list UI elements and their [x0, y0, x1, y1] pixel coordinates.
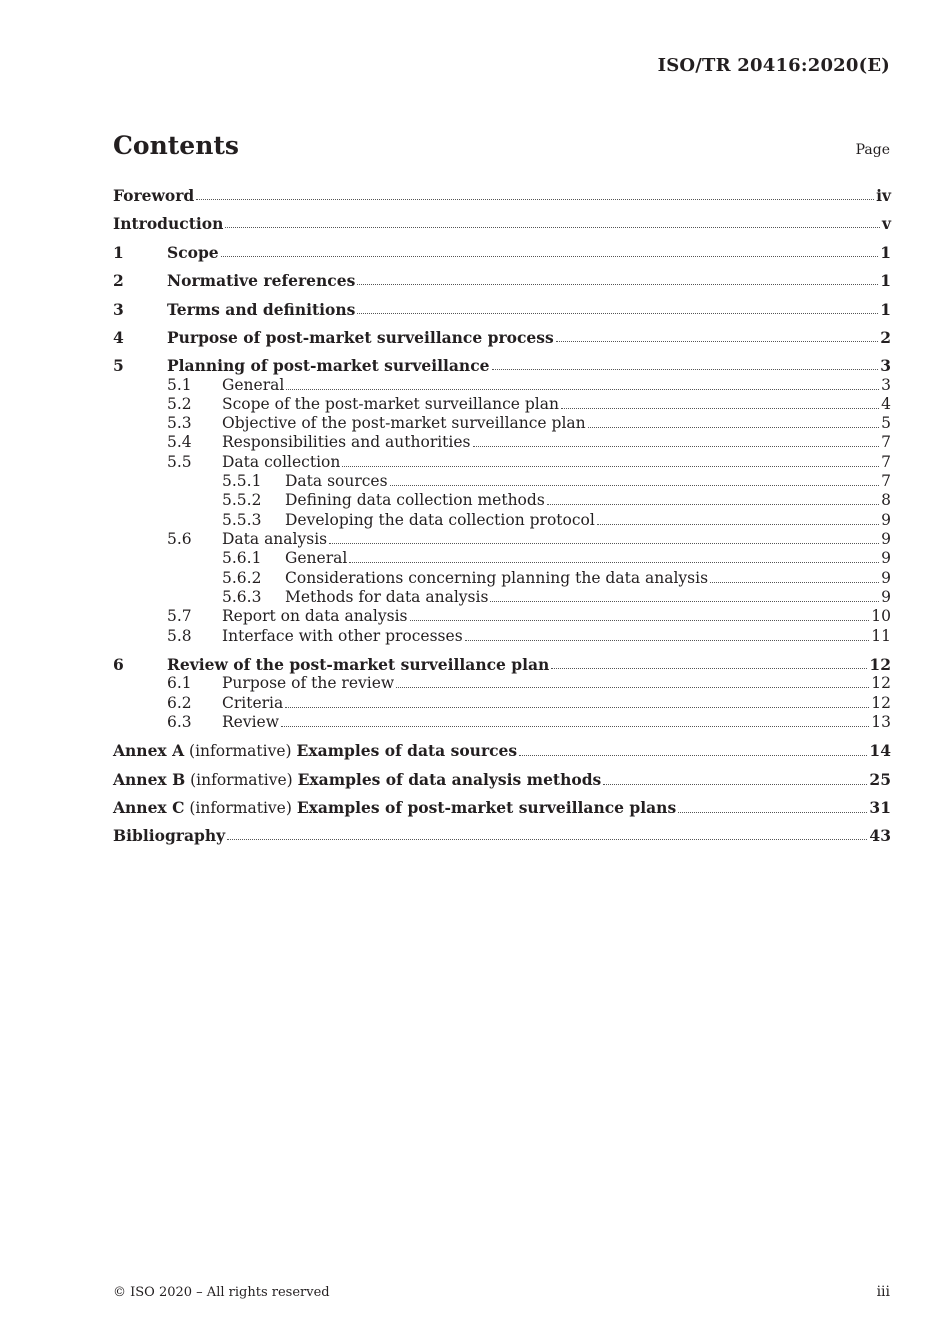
toc-entry-page: 11: [871, 627, 891, 645]
toc-entry-page: iv: [876, 186, 891, 205]
toc-entry-title-group: [113, 826, 225, 845]
toc-entry-title: Interface with other processes: [222, 627, 463, 645]
toc-entry-title: Examples of data analysis methods: [297, 770, 602, 789]
toc-entry-number: 5.6.2: [222, 569, 262, 587]
copyright-notice: © ISO 2020 – All rights reserved: [113, 1285, 330, 1300]
dot-leader: [285, 707, 869, 708]
toc-entry-number: 5: [113, 356, 124, 375]
dot-leader: [490, 601, 879, 602]
toc-entry[interactable]: [113, 395, 891, 414]
dot-leader: [225, 227, 880, 228]
dot-leader: [547, 504, 879, 505]
toc-entry-page: 9: [881, 588, 891, 606]
toc-entry-title-group: [113, 770, 601, 790]
toc-entry-number: 5.1: [167, 376, 192, 394]
dot-leader: [465, 640, 870, 641]
dot-leader: [196, 199, 874, 200]
toc-entry-title: Data analysis: [222, 530, 328, 548]
toc-entry-title-group: [285, 549, 347, 568]
toc-entry-number: 2: [113, 271, 124, 290]
toc-entry[interactable]: [113, 214, 891, 233]
toc-entry-page: 3: [880, 356, 891, 375]
toc-entry-page: 31: [869, 798, 891, 817]
toc-entry-number: 5.8: [167, 627, 192, 645]
toc-entry-title: Normative references: [167, 271, 356, 290]
toc-entry-number: 6.2: [167, 694, 192, 712]
toc-entry-number: 5.4: [167, 433, 192, 451]
toc-entry-page: 9: [881, 511, 891, 529]
toc-entry-number: 6.3: [167, 713, 192, 731]
dot-leader: [678, 812, 867, 813]
toc-entry-title-group: [167, 655, 549, 674]
toc-entry[interactable]: [113, 271, 891, 290]
toc-entry-page: 1: [880, 243, 891, 262]
toc-entry[interactable]: [113, 376, 891, 395]
toc-entry-page: 7: [881, 433, 891, 451]
dot-leader: [473, 446, 880, 447]
toc-entry-title: Objective of the post-market surveillance plan: [222, 414, 586, 432]
toc-entry-title-group: [285, 569, 708, 588]
toc-entry[interactable]: [113, 300, 891, 319]
toc-entry-title-group: [167, 271, 355, 290]
toc-entry[interactable]: [113, 511, 891, 530]
dot-leader: [492, 369, 879, 370]
toc-entry-number: 5.6.1: [222, 549, 262, 567]
toc-entry-page: 7: [881, 472, 891, 490]
annex-type-note: (informative): [184, 742, 297, 760]
toc-entry-page: 8: [881, 491, 891, 509]
toc-entry-title: Purpose of the review: [222, 674, 395, 692]
toc-entry-title: Data collection: [222, 453, 341, 471]
toc-entry-number: 5.6.3: [222, 588, 262, 606]
toc-entry[interactable]: [113, 549, 891, 568]
dot-leader: [551, 668, 867, 669]
toc-entry-number: 5.5.3: [222, 511, 262, 529]
dot-leader: [597, 524, 879, 525]
toc-entry[interactable]: [113, 186, 891, 205]
toc-entry[interactable]: [113, 741, 891, 761]
annex-label: Annex C: [113, 798, 185, 817]
toc-entry-page: 12: [871, 694, 891, 712]
dot-leader: [221, 256, 879, 257]
toc-entry-title-group: [167, 300, 355, 319]
toc-entry-title-group: [285, 588, 488, 607]
toc-entry-number: 1: [113, 243, 124, 262]
dot-leader: [710, 582, 879, 583]
toc-entry-page: 14: [869, 741, 891, 760]
toc-entry-title: Report on data analysis: [222, 607, 408, 625]
toc-entry[interactable]: [113, 713, 891, 732]
toc-entry-title: Examples of data sources: [296, 741, 518, 760]
toc-entry-page: 2: [880, 328, 891, 347]
toc-entry-page: 12: [869, 655, 891, 674]
toc-entry[interactable]: [113, 798, 891, 818]
toc-entry-page: 3: [881, 376, 891, 394]
toc-entry-number: 6.1: [167, 674, 192, 692]
toc-entry[interactable]: [113, 655, 891, 674]
toc-entry[interactable]: [113, 491, 891, 510]
toc-entry-title: Terms and definitions: [167, 300, 356, 319]
toc-entry-page: 9: [881, 530, 891, 548]
page-number: iii: [876, 1284, 890, 1300]
toc-entry-title-group: [222, 694, 283, 713]
toc-entry-number: 5.3: [167, 414, 192, 432]
toc-entry-title-group: [222, 453, 340, 472]
contents-heading: Contents: [113, 131, 240, 160]
toc-entry[interactable]: [113, 674, 891, 693]
toc-entry[interactable]: [113, 588, 891, 607]
toc-entry-title: General: [222, 376, 285, 394]
toc-entry-title: General: [285, 549, 348, 567]
dot-leader: [342, 466, 879, 467]
toc-entry-title: Planning of post-market surveillance: [167, 356, 490, 375]
page-column-label: Page: [855, 142, 890, 158]
toc-entry-page: 1: [880, 300, 891, 319]
toc-entry-number: 5.7: [167, 607, 192, 625]
annex-label: Annex A: [113, 741, 185, 760]
toc-entry-title: Examples of post-market surveillance plans: [296, 798, 677, 817]
toc-entry-title: Scope: [167, 243, 219, 262]
toc-entry[interactable]: [113, 453, 891, 472]
toc-entry[interactable]: [113, 472, 891, 491]
toc-entry[interactable]: [113, 826, 891, 845]
toc-entry[interactable]: [113, 414, 891, 433]
toc-entry-page: 13: [871, 713, 891, 731]
toc-entry-page: 5: [881, 414, 891, 432]
toc-entry-number: 5.2: [167, 395, 192, 413]
toc-entry-title: Criteria: [222, 694, 284, 712]
toc-entry-title-group: [113, 741, 517, 761]
toc-entry-title: Responsibilities and authorities: [222, 433, 471, 451]
toc-entry-title-group: [285, 511, 595, 530]
annex-type-note: (informative): [185, 771, 298, 789]
dot-leader: [410, 620, 870, 621]
toc-entry-title: Methods for data analysis: [285, 588, 489, 606]
toc-entry[interactable]: [113, 627, 891, 646]
toc-entry-page: 43: [869, 826, 891, 845]
dot-leader: [519, 755, 867, 756]
toc-entry-title: Purpose of post-market surveillance process: [167, 328, 554, 347]
dot-leader: [286, 389, 879, 390]
toc-entry-title: Bibliography: [113, 826, 226, 845]
dot-leader: [329, 543, 879, 544]
toc-entry-title-group: [222, 530, 327, 549]
toc-entry-title-group: [222, 414, 586, 433]
toc-entry-title-group: [222, 713, 279, 732]
toc-entry-title-group: [167, 243, 219, 262]
toc-entry-title-group: [285, 491, 545, 510]
annex-type-note: (informative): [184, 799, 297, 817]
toc-entry-title: Data sources: [285, 472, 388, 490]
dot-leader: [281, 726, 869, 727]
dot-leader: [556, 341, 878, 342]
toc-entry[interactable]: [113, 328, 891, 347]
toc-entry-number: 5.6: [167, 530, 192, 548]
toc-entry-title-group: [222, 395, 559, 414]
toc-entry-title-group: [113, 214, 223, 233]
toc-entry-number: 4: [113, 328, 124, 347]
annex-label: Annex B: [113, 770, 186, 789]
toc-entry-title: Review of the post-market surveillance plan: [167, 655, 550, 674]
toc-entry-number: 5.5: [167, 453, 192, 471]
toc-entry-title-group: [113, 186, 194, 205]
toc-entry-page: 25: [869, 770, 891, 789]
dot-leader: [349, 562, 879, 563]
toc-entry-title-group: [222, 627, 463, 646]
toc-entry-number: 5.5.2: [222, 491, 262, 509]
table-of-contents: [113, 0, 891, 1344]
toc-entry-title: Review: [222, 713, 279, 731]
toc-entry-number: 6: [113, 655, 124, 674]
dot-leader: [227, 839, 867, 840]
toc-entry-title-group: [222, 376, 284, 395]
toc-entry-title-group: [285, 472, 388, 491]
toc-entry-title-group: [167, 328, 554, 347]
toc-entry[interactable]: [113, 770, 891, 790]
toc-entry-number: 5.5.1: [222, 472, 262, 490]
toc-entry-page: v: [881, 214, 891, 233]
toc-entry-page: 7: [881, 453, 891, 471]
toc-entry-page: 4: [881, 395, 891, 413]
toc-entry-number: 3: [113, 300, 124, 319]
dot-leader: [390, 485, 880, 486]
toc-entry[interactable]: [113, 530, 891, 549]
toc-entry-page: 9: [881, 569, 891, 587]
toc-entry[interactable]: [113, 607, 891, 626]
toc-entry-title: Defining data collection methods: [285, 491, 545, 509]
toc-entry-title: Developing the data collection protocol: [285, 511, 595, 529]
toc-entry-title-group: [113, 798, 676, 818]
dot-leader: [561, 408, 879, 409]
toc-entry-page: 9: [881, 549, 891, 567]
toc-entry-title-group: [222, 674, 394, 693]
toc-entry-title: Considerations concerning planning the data analysis: [285, 569, 709, 587]
toc-entry-title-group: [222, 607, 408, 626]
dot-leader: [588, 427, 879, 428]
toc-entry[interactable]: [113, 433, 891, 452]
toc-entry-title: Introduction: [113, 214, 224, 233]
toc-entry-title: Foreword: [113, 186, 195, 205]
dot-leader: [357, 313, 878, 314]
toc-entry[interactable]: [113, 569, 891, 588]
toc-entry[interactable]: [113, 356, 891, 375]
dot-leader: [603, 784, 867, 785]
toc-entry-title: Scope of the post-market surveillance plan: [222, 395, 559, 413]
dot-leader: [396, 687, 869, 688]
toc-entry[interactable]: [113, 243, 891, 262]
document-id: ISO/TR 20416:2020(E): [657, 55, 890, 76]
toc-entry-page: 10: [871, 607, 891, 625]
dot-leader: [357, 284, 878, 285]
toc-entry[interactable]: [113, 694, 891, 713]
toc-entry-title-group: [222, 433, 471, 452]
toc-entry-page: 12: [871, 674, 891, 692]
toc-entry-title-group: [167, 356, 490, 375]
toc-entry-page: 1: [880, 271, 891, 290]
